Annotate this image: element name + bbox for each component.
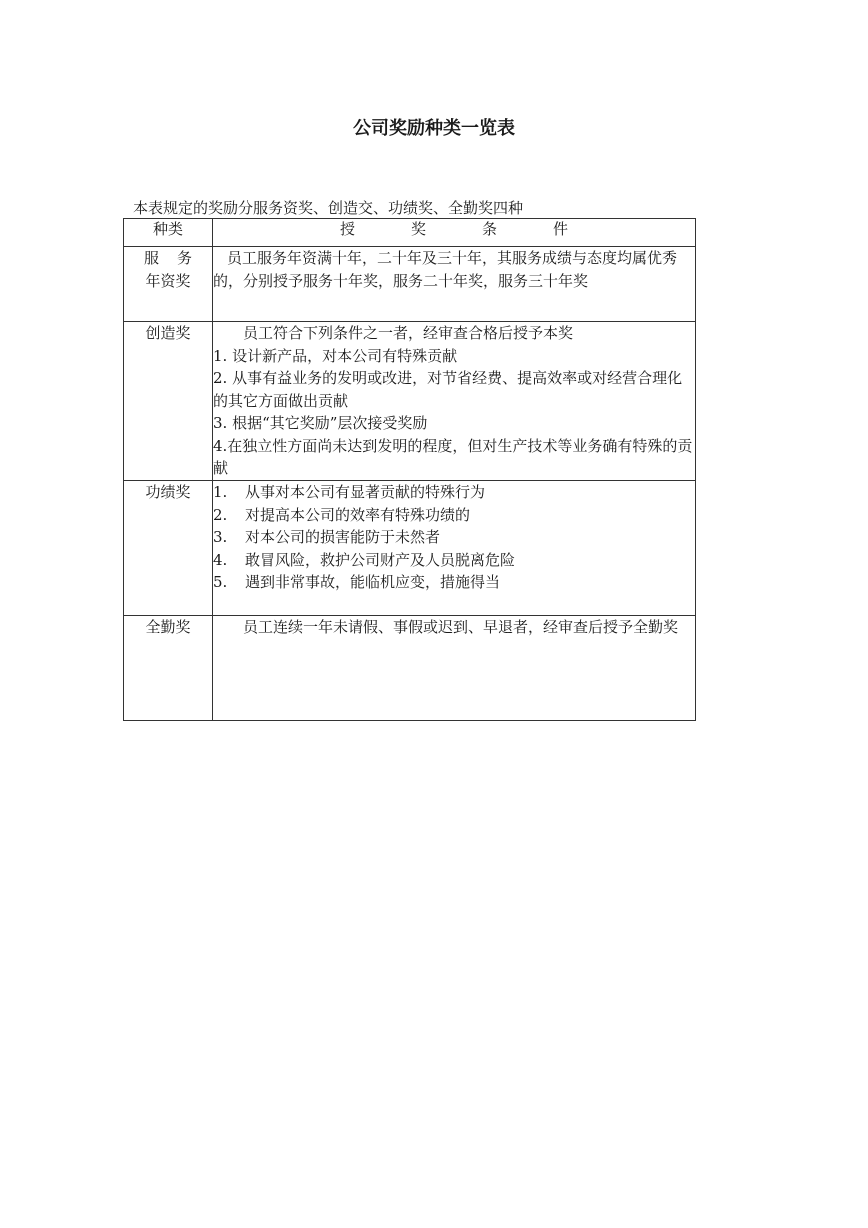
condition-item: 2. 从事有益业务的发明或改进，对节省经费、提高效率或对经营合理化的其它方面做出贡献 [213,369,683,410]
condition-item [213,571,695,594]
table-row-merit-award [124,481,696,616]
header-category: 种类 [124,219,213,247]
item-text: 从事对本公司有显著贡献的特殊行为 [245,483,486,501]
condition-lead: 员工符合下列条件之一者，经审查合格后授予本奖 [243,324,574,342]
category-attendance-award: 全勤奖 [124,616,213,721]
category-creation-award: 创造奖 [124,322,213,481]
header-conditions [213,219,696,247]
intro-text: 本表规定的奖励分服务资奖、创造交、功绩奖、全勤奖四种 [133,199,524,217]
item-number: 4. [213,550,228,569]
category-line: 服务 [143,249,210,267]
item-number: 1. [213,483,228,501]
category-line: 年资奖 [145,272,191,290]
table-header-row [124,219,696,247]
category-merit-award: 功绩奖 [124,481,213,616]
document-title: 公司奖励种类一览表 [353,118,515,139]
conditions-creation-award [213,322,696,481]
condition-item: 1. 设计新产品，对本公司有特殊贡献 [213,346,458,365]
item-text: 对本公司的损害能防于未然者 [245,528,441,546]
item-text: 遇到非常事故，能临机应变，措施得当 [245,573,501,591]
header-conditions-char: 件 [553,220,569,238]
conditions-service-award [213,247,696,322]
header-conditions-char: 授 [339,220,355,238]
table-row-service-award [124,247,696,322]
condition-item [213,526,695,549]
header-conditions-char: 条 [482,220,498,238]
condition-item [213,504,695,527]
category-service-award [124,247,213,322]
awards-table [123,218,696,721]
condition-item [213,481,695,504]
table-row-creation-award [124,322,696,481]
conditions-attendance-award [213,616,696,721]
condition-text: 员工服务年资满十年，二十年及三十年，其服务成绩与态度均属优秀的，分别授予服务十年奖，服务二十年奖，服务三十年奖 [213,249,678,290]
condition-item: 4.在独立性方面尚未达到发明的程度，但对生产技术等业务确有特殊的贡献 [213,436,693,477]
item-number: 3. [213,528,228,546]
condition-item [213,549,695,572]
conditions-merit-award [213,481,696,616]
condition-item: 3. 根据“其它奖励”层次接受奖励 [213,414,428,432]
header-conditions-char: 奖 [410,220,426,238]
item-text: 敢冒风险，救护公司财产及人员脱离危险 [245,550,516,569]
item-text: 对提高本公司的效率有特殊功绩的 [245,505,471,524]
item-number: 5. [213,573,228,591]
condition-text: 员工连续一年未请假、事假或迟到、早退者，经审查后授予全勤奖 [243,618,679,636]
item-number: 2. [213,505,228,524]
table-row-attendance-award [124,616,696,721]
